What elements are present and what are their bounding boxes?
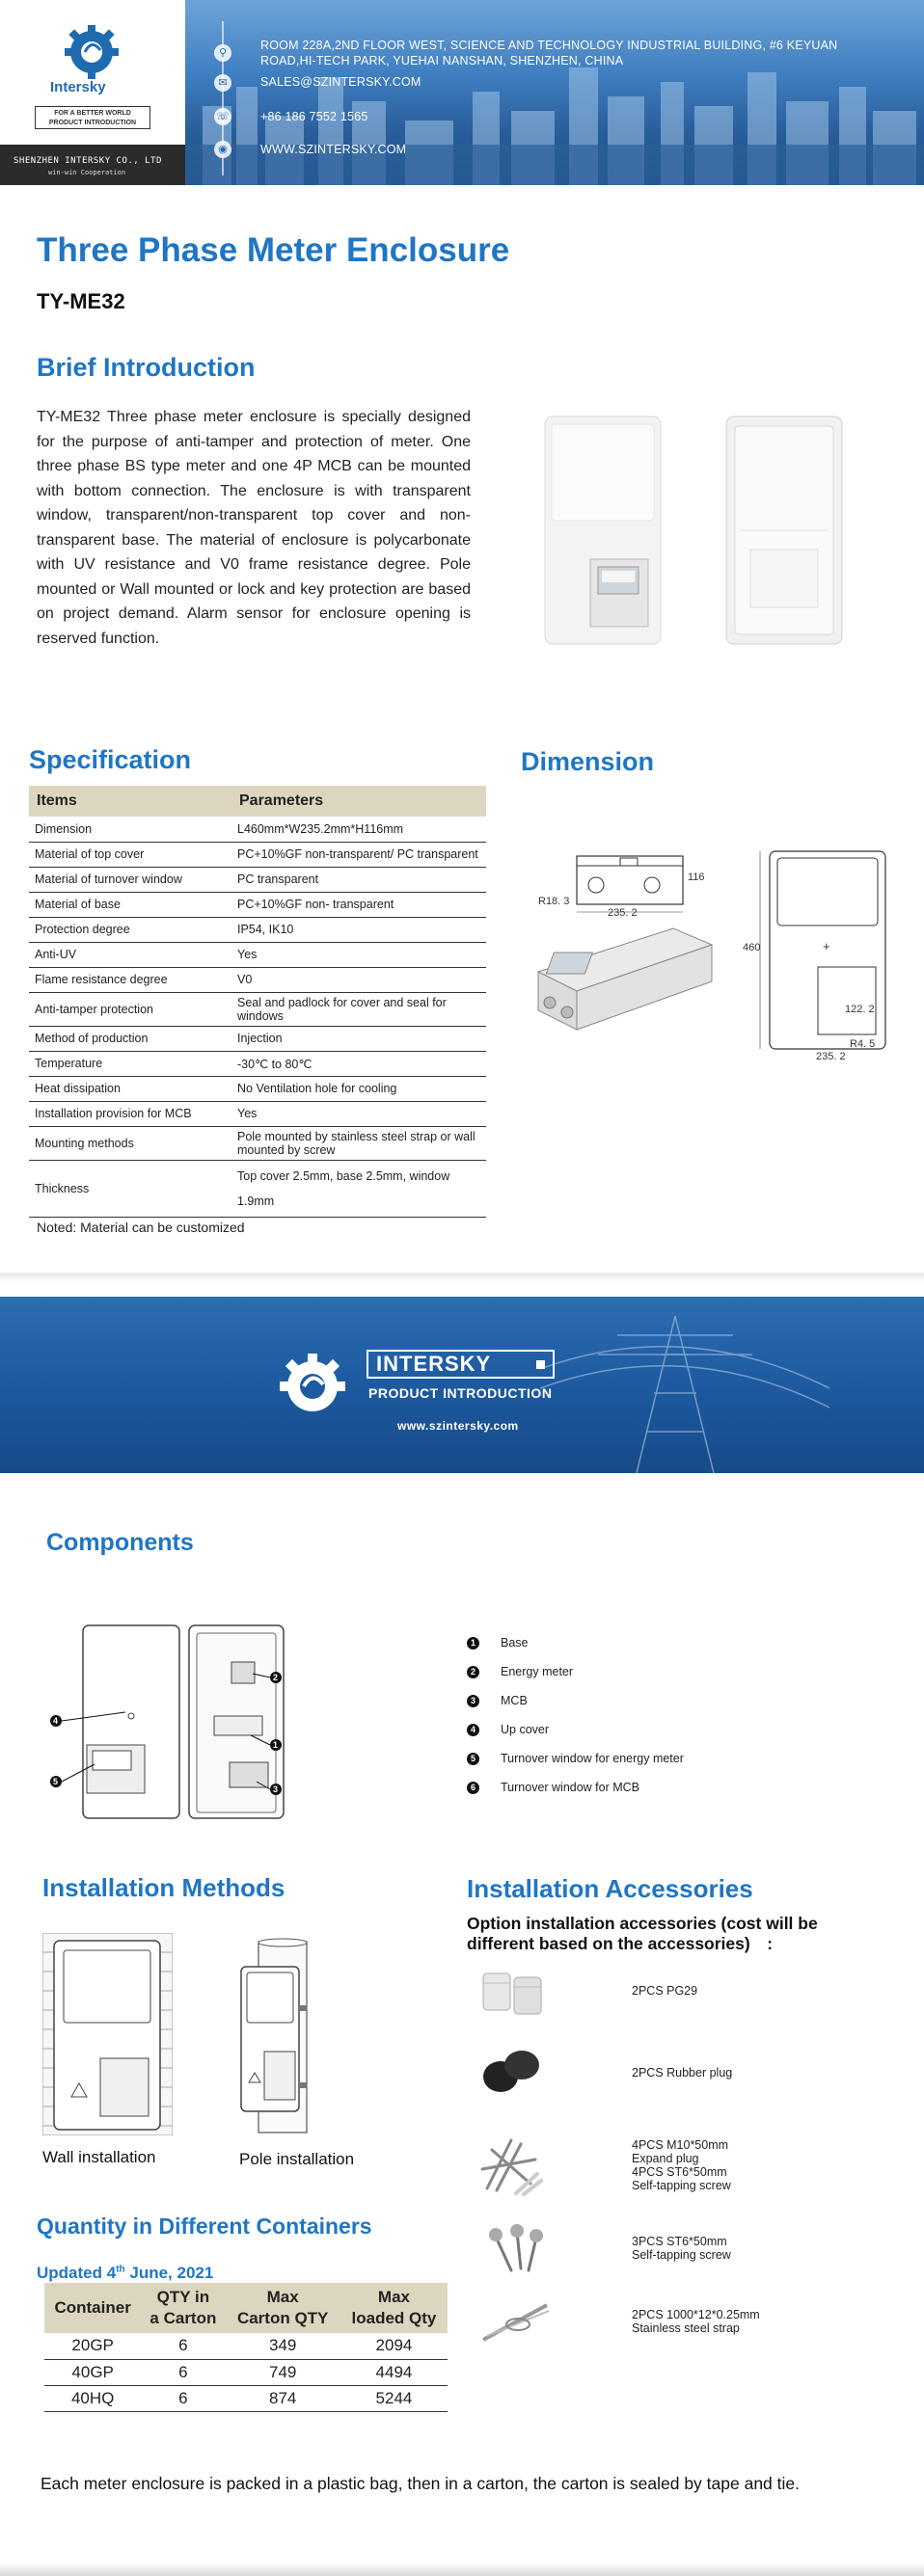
accessories-subheading: Option installation accessories (cost will be different based on the accessories) : <box>467 1914 818 1953</box>
spec-param: Injection <box>231 1026 486 1051</box>
spec-item: Material of top cover <box>29 842 231 867</box>
component-label: Base <box>501 1636 529 1650</box>
accessory-line: 3PCS ST6*50mm <box>632 2235 727 2248</box>
pole-installation-image <box>239 1938 326 2135</box>
bottom-divider <box>0 2563 924 2576</box>
spec-item: Dimension <box>29 817 231 842</box>
qty-cell: 6 <box>141 2333 225 2359</box>
table-row <box>29 1101 486 1126</box>
cable-gland-image <box>477 1964 555 2022</box>
spec-heading: Specification <box>29 745 192 774</box>
table-row <box>29 817 486 842</box>
table-row <box>29 992 486 1026</box>
qty-col-max-carton-line2: Carton QTY <box>236 2309 329 2327</box>
qty-col-carton-line2: a Carton <box>149 2309 217 2327</box>
logo-slogan-line2: PRODUCT INTRODUCTION <box>48 120 137 126</box>
component-label: MCB <box>501 1694 528 1707</box>
quantity-heading: Quantity in Different Containers <box>37 2214 372 2239</box>
logo-slogan <box>35 106 150 129</box>
accessory-line: Self-tapping screw <box>632 2179 731 2192</box>
svg-text:4: 4 <box>53 1716 59 1726</box>
dimension-heading: Dimension <box>521 747 655 776</box>
component-number: 6 <box>467 1782 479 1794</box>
enclosure-front-image <box>540 415 666 646</box>
svg-text:5: 5 <box>53 1777 59 1786</box>
product-model: TY-ME32 <box>37 289 125 313</box>
self-tapping-screw-image <box>482 2222 550 2280</box>
installation-heading: Installation Methods <box>42 1873 285 1902</box>
spec-param: V0 <box>231 967 486 992</box>
table-row <box>29 917 486 942</box>
dim-d1-label: 122. 2 <box>845 1004 875 1015</box>
qty-cell: 874 <box>225 2385 340 2411</box>
table-row <box>29 842 486 867</box>
company-name: SHENZHEN INTERSKY CO., LTD <box>14 156 162 166</box>
table-row <box>29 867 486 892</box>
component-number: 3 <box>467 1695 479 1707</box>
enclosure-open-image <box>721 415 847 646</box>
spec-note: Noted: Material can be customized <box>37 1220 245 1235</box>
component-number: 5 <box>467 1753 479 1765</box>
screw-plug-set-image <box>477 2131 545 2198</box>
packing-note: Each meter enclosure is packed in a plastic bag, then in a carton, the carton is sealed by tape and tie. <box>41 2474 800 2493</box>
qty-cell: 4494 <box>340 2359 448 2385</box>
list-item <box>467 1723 549 1736</box>
spec-param: IP54, IK10 <box>231 917 486 942</box>
updated-sup: th <box>116 2264 125 2275</box>
globe-icon: ◉ <box>214 141 231 158</box>
spec-param: PC+10%GF non-transparent/ PC transparent <box>231 842 486 867</box>
spec-param: L460mm*W235.2mm*H116mm <box>231 817 486 842</box>
dimension-drawing <box>529 837 895 1068</box>
intro-heading: Brief Introduction <box>37 353 256 382</box>
component-label: Energy meter <box>501 1665 574 1678</box>
spec-col-items: Items <box>29 786 231 817</box>
spec-item: Thickness <box>29 1160 231 1217</box>
qty-col-container-line: Container <box>54 2298 131 2317</box>
updated-suffix: June, 2021 <box>124 2264 214 2282</box>
qty-col-carton <box>141 2283 225 2333</box>
spec-item: Anti-tamper protection <box>29 992 231 1026</box>
accessory-line: Stainless steel strap <box>632 2321 740 2335</box>
banner-gear-logo-icon <box>268 1348 361 1423</box>
spec-param: Top cover 2.5mm, base 2.5mm, window 1.9mm <box>231 1160 486 1217</box>
table-row <box>29 1076 486 1101</box>
dim-r-label: R18. 3 <box>538 896 570 907</box>
component-number: 2 <box>467 1666 479 1678</box>
components-heading: Components <box>46 1529 194 1556</box>
spec-table <box>29 786 486 1218</box>
website-link[interactable]: WWW.SZINTERSKY.COM <box>260 143 407 156</box>
accessory-line: Expand plug <box>632 2152 699 2165</box>
banner-brand: INTERSKY <box>367 1350 555 1379</box>
spec-col-params: Parameters <box>231 786 486 817</box>
logo-slogan-line1: FOR A BETTER WORLD <box>54 110 131 117</box>
qty-cell: 20GP <box>44 2333 141 2359</box>
list-item <box>467 1665 573 1678</box>
components-diagram <box>48 1620 289 1822</box>
dim-d2-label: R4. 5 <box>850 1038 876 1050</box>
accessory-item <box>632 2066 732 2080</box>
spec-param: Pole mounted by stainless steel strap or wall mounted by screw <box>231 1126 486 1160</box>
table-row <box>29 1160 486 1217</box>
company-slogan: win-win Cooperation <box>48 169 126 176</box>
qty-col-max-carton <box>225 2283 340 2333</box>
table-row <box>44 2385 448 2411</box>
power-tower-image <box>540 1297 829 1473</box>
table-row <box>29 1026 486 1051</box>
spec-param: Yes <box>231 1101 486 1126</box>
spec-param: PC transparent <box>231 867 486 892</box>
logo-wordmark: Intersky <box>50 79 106 95</box>
address-line1: ROOM 228A,2ND FLOOR WEST, SCIENCE AND TECHNOLOGY INDUSTRIAL BUILDING, #6 KEYUAN <box>260 39 838 52</box>
spec-item: Mounting methods <box>29 1126 231 1160</box>
wall-installation-image <box>42 1933 173 2135</box>
accessory-item <box>632 2138 731 2192</box>
email-link[interactable]: SALES@SZINTERSKY.COM <box>260 75 421 89</box>
banner-brand-mark <box>536 1360 545 1369</box>
table-row <box>44 2359 448 2385</box>
accessories-heading: Installation Accessories <box>467 1874 753 1903</box>
spec-param: Seal and padlock for cover and seal for windows <box>231 992 486 1026</box>
qty-cell: 40HQ <box>44 2385 141 2411</box>
table-row <box>29 1126 486 1160</box>
svg-text:1: 1 <box>273 1740 279 1750</box>
qty-col-carton-line1: QTY in <box>156 2288 210 2306</box>
list-item <box>467 1694 528 1707</box>
table-row <box>29 892 486 917</box>
phone-number: +86 186 7552 1565 <box>260 110 368 123</box>
qty-cell: 349 <box>225 2333 340 2359</box>
section-divider <box>0 1273 924 1282</box>
updated-prefix: Updated 4 <box>37 2264 117 2282</box>
qty-cell: 6 <box>141 2359 225 2385</box>
accessory-line: 2PCS Rubber plug <box>632 2066 733 2080</box>
spec-item: Installation provision for MCB <box>29 1101 231 1126</box>
dim-h1-label: 116 <box>688 872 705 883</box>
qty-col-container <box>44 2283 141 2333</box>
accessory-item <box>632 1984 697 1998</box>
qty-cell: 6 <box>141 2385 225 2411</box>
list-item <box>467 1636 529 1650</box>
spec-param: No Ventilation hole for cooling <box>231 1076 486 1101</box>
product-title: Three Phase Meter Enclosure <box>37 231 510 269</box>
steel-strap-image <box>479 2297 557 2346</box>
spec-param: Yes <box>231 942 486 967</box>
accessory-item <box>632 2235 731 2262</box>
spec-param: PC+10%GF non- transparent <box>231 892 486 917</box>
spec-param: -30℃ to 80℃ <box>231 1051 486 1076</box>
accessory-line: 4PCS M10*50mm <box>632 2138 729 2152</box>
spec-item: Material of base <box>29 892 231 917</box>
list-item <box>467 1781 639 1794</box>
accessory-line: 2PCS PG29 <box>632 1984 698 1998</box>
dim-w2-label: 235. 2 <box>816 1051 846 1062</box>
svg-text:3: 3 <box>273 1784 279 1794</box>
email-icon: ✉ <box>214 74 231 92</box>
component-label: Up cover <box>501 1723 550 1736</box>
component-label: Turnover window for energy meter <box>501 1752 684 1765</box>
spec-item: Flame resistance degree <box>29 967 231 992</box>
intro-body: TY-ME32 Three phase meter enclosure is specially designed for the purpose of anti-tamper and protection of meter. One three phase BS type meter and one 4P MCB can be mounted with bottom connection. The enclosure is with transparent window, transparent/non-transparent top cover and non-transparent base. The material of enclosure is polycarbonate with UV resistance and V0 frame resistance degree. Pole mounted or Wall mounted or lock and key protection are based on project demand. Alarm sensor for enclosure opening is reserved function. <box>37 409 471 647</box>
rubber-plug-image <box>479 2044 547 2097</box>
accessory-line: Self-tapping screw <box>632 2248 731 2262</box>
spec-item: Material of turnover window <box>29 867 231 892</box>
spec-item: Temperature <box>29 1051 231 1076</box>
spec-item: Method of production <box>29 1026 231 1051</box>
quantity-table <box>44 2283 448 2412</box>
spec-item: Protection degree <box>29 917 231 942</box>
list-item <box>467 1752 684 1765</box>
dim-h2-label: 460 <box>743 942 761 953</box>
address-line2: ROAD,HI-TECH PARK, YUEHAI NANSHAN, SHENZHEN, CHINA <box>260 54 624 67</box>
table-row <box>44 2333 448 2359</box>
svg-text:2: 2 <box>273 1673 279 1682</box>
quantity-updated <box>37 2264 213 2283</box>
qty-col-max-carton-line1: Max <box>266 2288 299 2306</box>
qty-cell: 40GP <box>44 2359 141 2385</box>
accessory-line: 2PCS 1000*12*0.25mm <box>632 2308 760 2321</box>
table-row <box>29 1051 486 1076</box>
phone-icon: ☏ <box>214 108 231 125</box>
accessory-line: 4PCS ST6*50mm <box>632 2165 727 2179</box>
spec-item: Anti-UV <box>29 942 231 967</box>
qty-col-max-loaded-line2: loaded Qty <box>351 2309 437 2327</box>
dim-w1-label: 235. 2 <box>608 907 638 919</box>
qty-cell: 749 <box>225 2359 340 2385</box>
table-row <box>29 967 486 992</box>
pole-installation-caption: Pole installation <box>239 2150 355 2168</box>
qty-cell: 5244 <box>340 2385 448 2411</box>
spec-item: Heat dissipation <box>29 1076 231 1101</box>
location-icon: ⚲ <box>214 44 231 62</box>
table-row <box>29 942 486 967</box>
gear-logo-icon <box>56 21 127 79</box>
accessory-item <box>632 2308 760 2335</box>
wall-installation-caption: Wall installation <box>42 2148 156 2166</box>
svg-text:+: + <box>823 939 830 953</box>
banner-subtitle: PRODUCT INTRODUCTION <box>368 1385 553 1401</box>
component-label: Turnover window for MCB <box>501 1781 640 1794</box>
component-number: 4 <box>467 1724 479 1736</box>
qty-col-max-loaded <box>340 2283 448 2333</box>
component-number: 1 <box>467 1637 479 1650</box>
qty-cell: 2094 <box>340 2333 448 2359</box>
banner-url[interactable]: www.szintersky.com <box>397 1419 519 1433</box>
qty-col-max-loaded-line1: Max <box>377 2288 410 2306</box>
